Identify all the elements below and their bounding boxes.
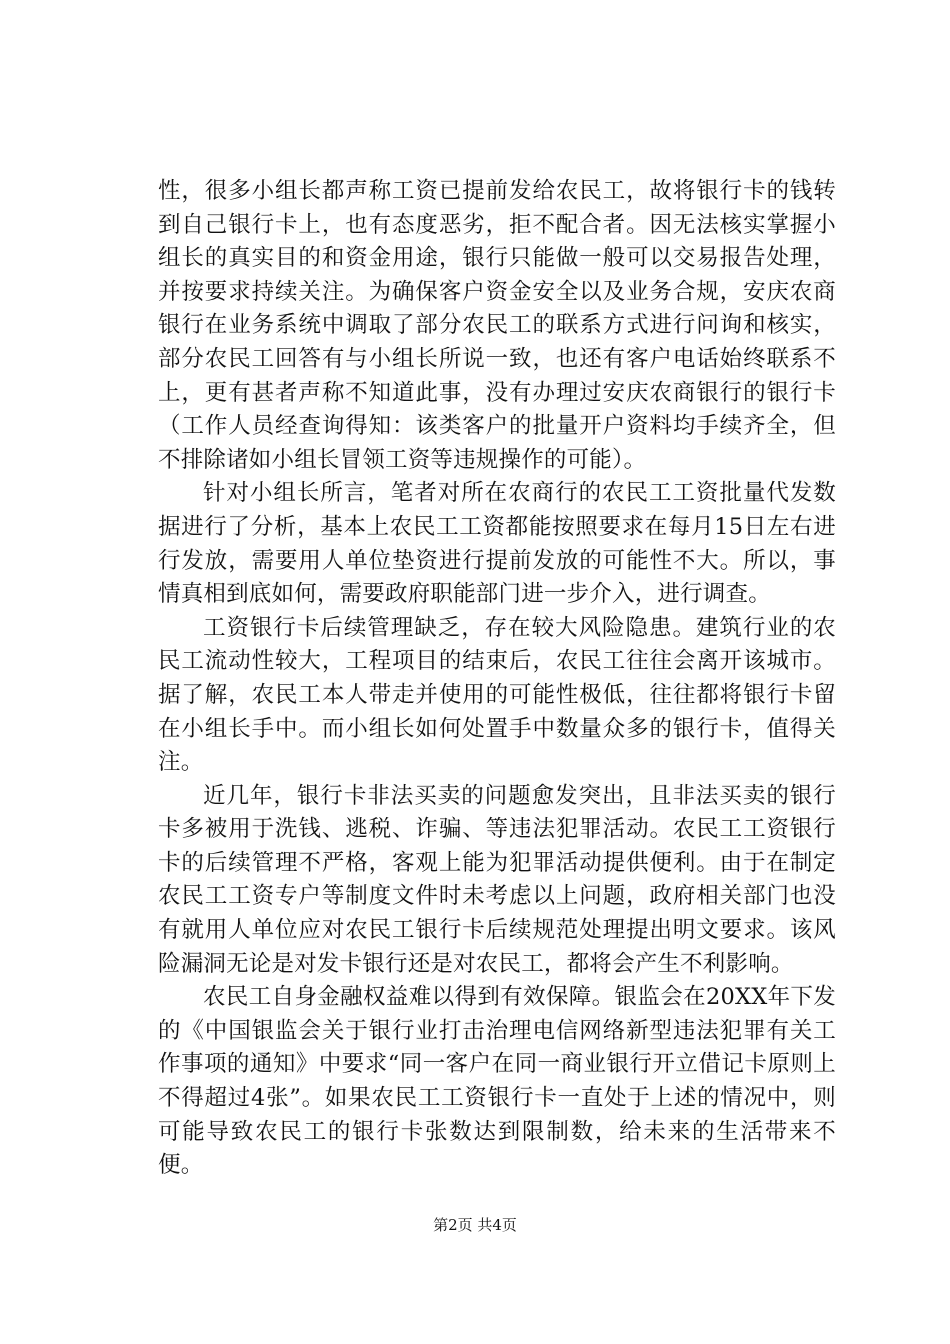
paragraph-card-management-risk: 工资银行卡后续管理缺乏，存在较大风险隐患。建筑行业的农民工流动性较大，工程项目的结束后，农民工往往会离开该城市。据了解，农民工本人带走并使用的可能性极低，往往都将银行卡留在小组长手中。而小组长如何处置手中数量众多的银行卡，值得关注。 — [158, 614, 836, 776]
paragraph-continuation: 性，很多小组长都声称工资已提前发给农民工，故将银行卡的钱转到自己银行卡上，也有态度恶劣，拒不配合者。因无法核实掌握小组长的真实目的和资金用途，银行只能做一般可以交易报告处理，并按要求持续关注。为确保客户资金安全以及业务合规，安庆农商银行在业务系统中调取了部分农民工的联系方式进行问询和核实，部分农民工回答有与小组长所说一致，也还有客户电话始终联系不上，更有甚者声称不知道此事，没有办理过安庆农商银行的银行卡（工作人员经查询得知：该类客户的批量开户资料均手续齐全，但不排除诸如小组长冒领工资等违规操作的可能）。 — [158, 178, 836, 473]
document-body — [158, 175, 836, 1183]
paragraph-financial-rights: 农民工自身金融权益难以得到有效保障。银监会在20XX年下发的《中国银监会关于银行业打击治理电信网络新型违法犯罪有关工作事项的通知》中要求“同一客户在同一商业银行开立借记卡原则上不得超过4张”。如果农民工工资银行卡一直处于上述的情况中，则可能导致农民工的银行卡张数达到限制数，给未来的生活带来不便。 — [158, 984, 836, 1179]
paragraph-illegal-card-trading: 近几年，银行卡非法买卖的问题愈发突出，且非法买卖的银行卡多被用于洗钱、逃税、诈骗、等违法犯罪活动。农民工工资银行卡的后续管理不严格，客观上能为犯罪活动提供便利。由于在制定农民工工资专户等制度文件时未考虑以上问题，政府相关部门也没有就用人单位应对农民工银行卡后续规范处理提出明文要求。该风险漏洞无论是对发卡银行还是对农民工，都将会产生不利影响。 — [158, 782, 836, 977]
page-number-footer: 第2页 共4页 — [433, 1216, 517, 1234]
paragraph-payroll-analysis: 针对小组长所言，笔者对所在农商行的农民工工资批量代发数据进行了分析，基本上农民工工资都能按照要求在每月15日左右进行发放，需要用人单位垫资进行提前发放的可能性不大。所以，事情真相到底如何，需要政府职能部门进一步介入，进行调查。 — [158, 480, 836, 608]
